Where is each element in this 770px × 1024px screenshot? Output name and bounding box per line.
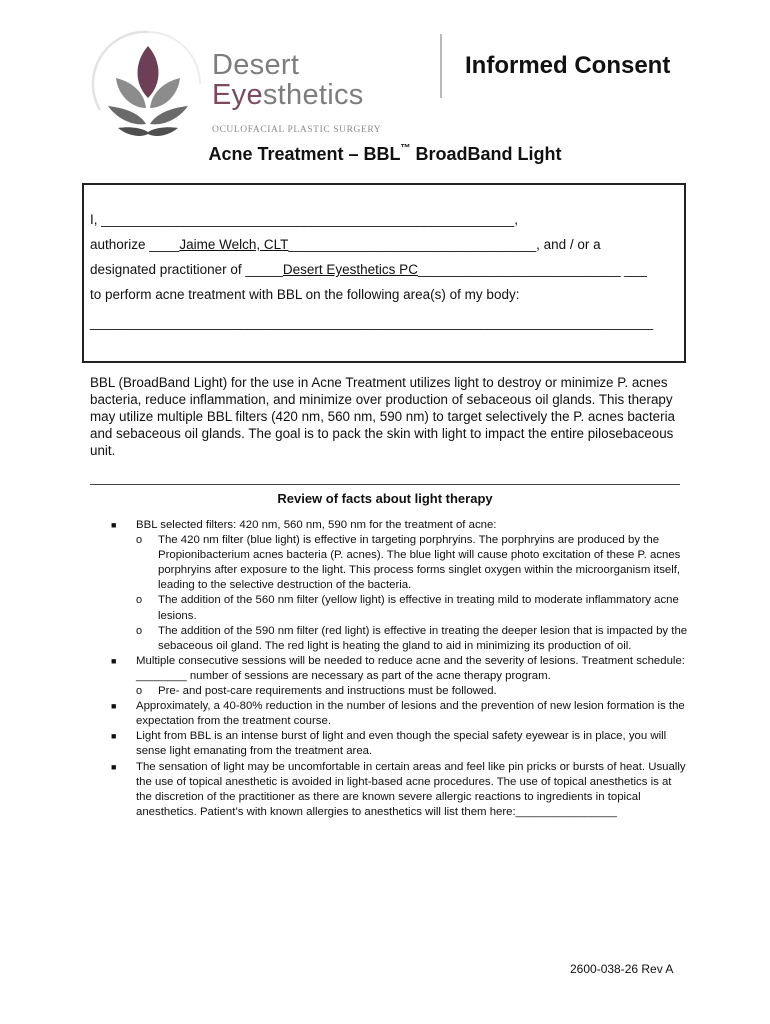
circle-bullet-icon: o	[136, 685, 143, 698]
practice-line	[90, 262, 647, 277]
sub-list-item	[136, 533, 688, 593]
revision-number: 2600-038-26 Rev A	[570, 962, 674, 976]
title-rest: BroadBand Light	[410, 144, 562, 164]
bullet-icon: ■	[111, 761, 117, 772]
authorize-suffix: _________________________________, and / or a	[288, 237, 601, 252]
treatment-area-prompt: to perform acne treatment with BBL on the following area(s) of my body:	[90, 287, 520, 302]
brand-name-line1: Desert	[212, 49, 300, 81]
practice-suffix: ___________________________ ___	[417, 262, 647, 277]
sub-item-text: The addition of the 590 nm filter (red light) is effective in treating the deeper lesion that is impacted by the sebaceous oil gland. The red light is heating the gland to aid in minimizing its production of oil.	[158, 624, 688, 652]
list-item	[108, 654, 688, 699]
list-item	[108, 699, 688, 729]
sub-item-text: The 420 nm filter (blue light) is effective in targeting porphryins. The porphryins are produced by the Propionibacterium acnes bacteria (P. acnes). The blue light will cause photo excitation of these P. acnes porphryins after exposure to the light. This process forms singlet oxygen within the microorganism itself, leading to the selective destruction of the bacteria.	[158, 534, 681, 592]
intro-paragraph: BBL (BroadBand Light) for the use in Acne Treatment utilizes light to destroy or minimize P. acnes bacteria, reduce inflammation, and minimize over production of sebaceous oil glands. This therapy may utilize multiple BBL filters (420 nm, 560 nm, 590 nm) to target selectively the P. acnes bacteria and sebaceous oil glands. The goal is to pack the skin with light to impact the entire pilosebaceous unit.	[90, 375, 676, 458]
brand-accent-text: Eye	[212, 79, 263, 111]
list-item	[108, 729, 688, 759]
consent-form-box	[82, 183, 686, 363]
practice-prefix: designated practitioner of _____	[90, 262, 283, 277]
section-divider	[90, 484, 680, 485]
practice-name: Desert Eyesthetics PC	[282, 262, 418, 277]
header-divider	[440, 34, 442, 98]
fact-text: Approximately, a 40-80% reduction in the number of lesions and the prevention of new lesion formation is the expectation from the treatment course.	[136, 700, 685, 728]
sub-item-text: Pre- and post-care requirements and instructions must be followed.	[158, 685, 497, 698]
section-heading: Review of facts about light therapy	[277, 491, 493, 506]
sub-list-item	[136, 684, 688, 699]
authorize-line	[90, 237, 601, 252]
brand-tagline: OCULOFACIAL PLASTIC SURGERY	[212, 125, 382, 135]
bullet-icon: ■	[111, 731, 117, 742]
document-type-title: Informed Consent	[465, 52, 671, 79]
circle-bullet-icon: o	[136, 534, 143, 547]
sub-list-item	[136, 624, 688, 654]
bullet-icon: ■	[111, 701, 117, 712]
brand-rest-text: sthetics	[262, 79, 364, 111]
lotus-logo-icon	[88, 28, 206, 140]
authorize-prefix: authorize ____	[90, 237, 180, 252]
circle-bullet-icon: o	[136, 594, 143, 607]
facts-list	[108, 518, 688, 820]
fact-text: Multiple consecutive sessions will be needed to reduce acne and the severity of lesions. Treatment schedule: ________ number of sessions are necessary as part of the acne therapy program.	[136, 654, 685, 682]
brand-name-line2	[212, 80, 364, 110]
fact-text: Light from BBL is an intense burst of light and even though the special safety eyewear is in place, you will sense light emanating from the treatment area.	[136, 730, 667, 758]
treatment-area-line[interactable]: ___________________________________________________________________________	[90, 315, 654, 330]
page-title	[0, 143, 770, 165]
fact-text: The sensation of light may be uncomfortable in certain areas and feel like pin pricks or bursts of heat. Usually the use of topical anesthetic is avoided in light-based acne procedures. The use of topical anesthetics is at the discretion of the practitioner as there are known severe allergic reactions to ingredients in topical anesthetics. Patient’s with known allergies to anesthetics will list them here:________________	[136, 760, 686, 818]
bullet-icon: ■	[111, 655, 117, 666]
list-item	[108, 518, 688, 654]
fact-text: BBL selected filters: 420 nm, 560 nm, 590 nm for the treatment of acne:	[136, 519, 497, 531]
bullet-icon: ■	[111, 520, 117, 530]
title-main: Acne Treatment – BBL	[208, 144, 401, 164]
sub-item-text: The addition of the 560 nm filter (yellow light) is effective in treating mild to moderate inflammatory acne lesions.	[158, 594, 679, 622]
patient-name-line[interactable]: I, _______________________________________________________,	[90, 212, 518, 227]
list-item	[108, 760, 688, 820]
circle-bullet-icon: o	[136, 624, 143, 637]
sub-list-item	[136, 593, 688, 623]
trademark-symbol: ™	[400, 143, 411, 154]
practitioner-name: Jaime Welch, CLT	[179, 237, 289, 252]
